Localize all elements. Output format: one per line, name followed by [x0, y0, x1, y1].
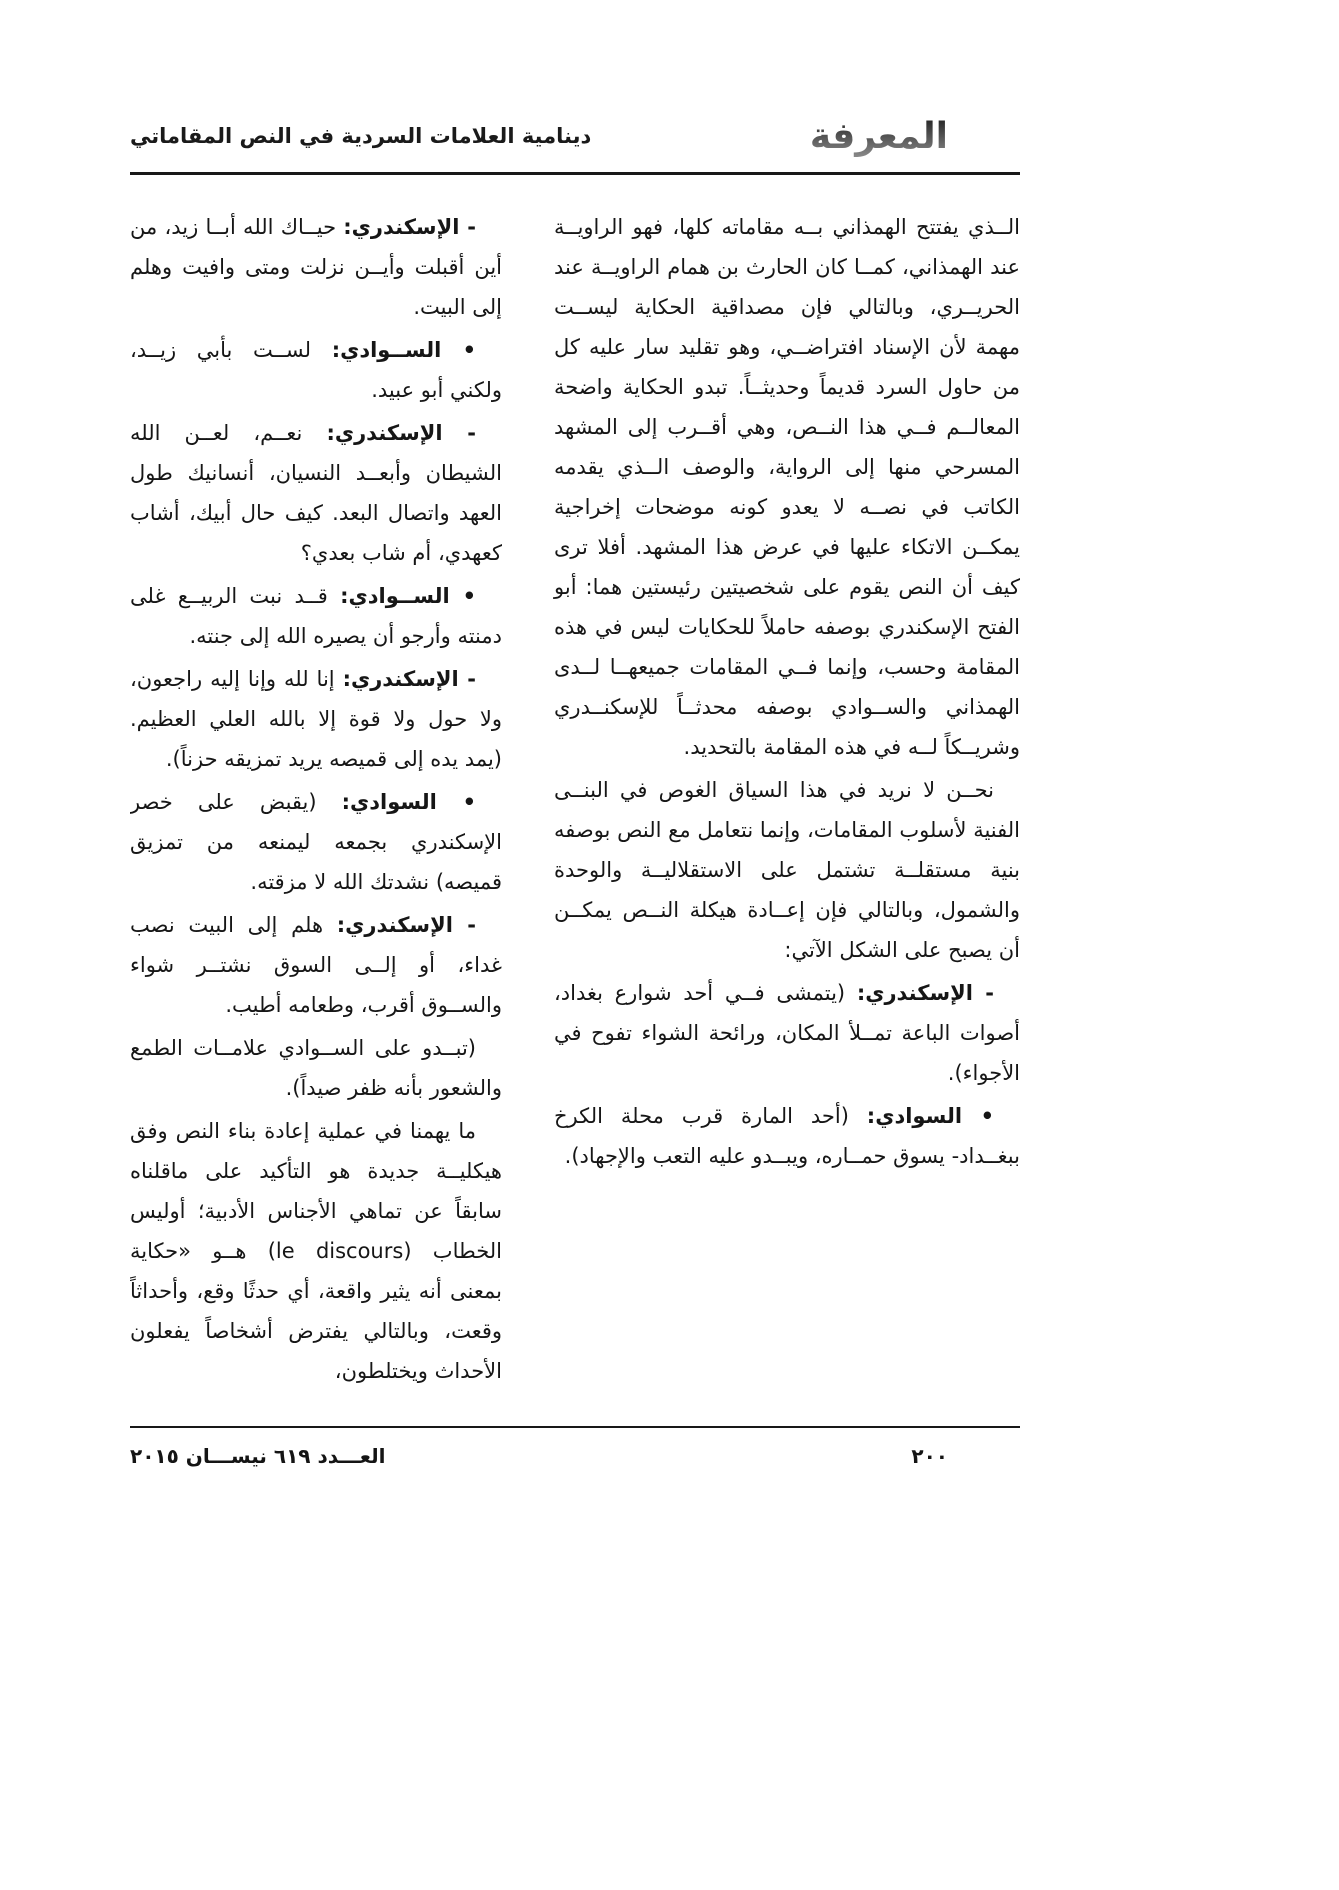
speaker-name: الإسكندري:	[342, 667, 459, 691]
dialogue-paragraph	[130, 905, 502, 1025]
speaker-name: السوادي:	[341, 790, 437, 814]
dialogue-marker: -	[442, 421, 476, 445]
paragraph-text: (تبــدو على الســوادي علامــات الطمع والشعور بأنه ظفر صيداً).	[130, 1036, 502, 1100]
body-paragraph	[130, 1111, 502, 1391]
article-title: دينامية العلامات السردية في النص المقاماتي	[130, 124, 592, 148]
paragraph-text: الــذي يفتتح الهمذاني بــه مقاماته كلها، فهو الراويــة عند الهمذاني، كمــا كان الحارث بن همام الراويــة عند الحريــري، وبالتالي فإن مصداقية الحكاية ليســت مهمة لأن الإسناد افتراضــي، وهو تقليد سار عليه كل من حاول السرد قديماً وحديثــاً. تبدو الحكاية واضحة المعالــم فــي هذا النــص، وهي أقــرب إلى المشهد المسرحي منها إلى الرواية، والوصف الــذي يقدمه الكاتب في نصــه لا يعدو كونه موضحات إخراجية يمكــن الاتكاء عليها في عرض هذا المشهد. أفلا ترى كيف أن النص يقوم على شخصيتين رئيستين هما: أبو الفتح الإسكندري بوصفه حاملاً للحكايات ليس في هذه المقامة وحسب، وإنما فــي المقامات جميعهــا لــدى الهمذاني والســوادي بوصفه محدثــاً للإسكنــدري وشريــكاً لــه في هذه المقامة بالتحديد.	[554, 215, 1020, 759]
dialogue-paragraph	[130, 576, 502, 656]
dialogue-paragraph	[554, 1096, 1020, 1176]
speaker-name: الإسكندري:	[343, 215, 460, 239]
issue-info: العـــدد ٦١٩ نيســـان ٢٠١٥	[130, 1444, 386, 1468]
column-left	[130, 207, 502, 1412]
paragraph-text: (أحد المارة قرب محلة الكرخ ببغــداد- يسوق حمــاره، ويبــدو عليه التعب والإجهاد).	[554, 1104, 1020, 1168]
dialogue-paragraph	[130, 659, 502, 779]
article-body	[130, 207, 1020, 1412]
paragraph-text: نحــن لا نريد في هذا السياق الغوص في البنــى الفنية لأسلوب المقامات، وإنما نتعامل مع النص بوصفه بنية مستقلــة تشتمل على الاستقلاليــة والوحدة والشمول، وبالتالي فإن إعــادة هيكلة النــص يمكــن أن يصبح على الشكل الآتي:	[554, 778, 1020, 962]
paragraph-text: حيــاك الله أبــا زيد، من أين أقبلت وأيــن نزلت ومتى وافيت وهلم إلى البيت.	[130, 215, 502, 319]
speaker-name: الإسكندري:	[326, 421, 443, 445]
speaker-name: الإسكندري:	[856, 981, 973, 1005]
page-footer	[130, 1426, 1020, 1468]
dialogue-marker: •	[441, 338, 476, 362]
paragraph-text: إنا لله وإنا إليه راجعون، ولا حول ولا قوة إلا بالله العلي العظيم. (يمد يده إلى قميصه يريد تمزيقه حزناً).	[130, 667, 502, 771]
paragraph-text: ما يهمنا في عملية إعادة بناء النص وفق هيكليــة جديدة هو التأكيد على ماقلناه سابقاً عن تماهي الأجناس الأدبية؛ أوليس الخطاب (le discours) هــو «حكاية بمعنى أنه يثير واقعة، أي حدثًا وقع، وأحداثاً وقعت، وبالتالي يفترض أشخاصاً يفعلون الأحداث ويختلطون،	[130, 1119, 502, 1383]
speaker-name: السوادي:	[866, 1104, 963, 1128]
dialogue-paragraph	[130, 207, 502, 327]
dialogue-paragraph	[130, 782, 502, 902]
paragraph-text: (يتمشى فــي أحد شوارع بغداد، أصوات الباعة تمــلأ المكان، ورائحة الشواء تفوح في الأجواء).	[554, 981, 1020, 1085]
speaker-name: الســوادي:	[331, 338, 442, 362]
dialogue-marker: -	[459, 215, 476, 239]
paragraph-text: نعــم، لعــن الله الشيطان وأبعــد النسيان، أنسانيك طول العهد واتصال البعد. كيف حال أبيك، أشاب كعهدي، أم شاب بعدي؟	[130, 421, 502, 565]
body-paragraph	[130, 1028, 502, 1108]
dialogue-marker: •	[449, 584, 476, 608]
magazine-logo: المعرفة	[809, 115, 948, 157]
paragraph-text: هلم إلى البيت نصب غداء، أو إلــى السوق نشتــر شواء والســوق أقرب، وطعامه أطيب.	[130, 913, 502, 1017]
page-number: ٢٠٠	[911, 1444, 948, 1468]
dialogue-marker: -	[452, 913, 476, 937]
paragraph-text: لســت بأبي زيــد، ولكني أبو عبيد.	[130, 338, 502, 402]
dialogue-paragraph	[130, 330, 502, 410]
dialogue-marker: -	[458, 667, 476, 691]
dialogue-marker: •	[436, 790, 476, 814]
body-paragraph	[554, 770, 1020, 970]
speaker-name: الســوادي:	[340, 584, 450, 608]
column-right	[554, 207, 1020, 1412]
dialogue-paragraph	[130, 413, 502, 573]
page-header	[130, 112, 1020, 160]
dialogue-marker: •	[962, 1104, 994, 1128]
dialogue-paragraph	[554, 973, 1020, 1093]
dialogue-marker: -	[972, 981, 994, 1005]
paragraph-text: (يقبض على خصر الإسكندري بجمعه ليمنعه من تمزيق قميصه) نشدتك الله لا مزقته.	[130, 790, 502, 894]
footer-row	[130, 1428, 1020, 1468]
header-divider	[130, 172, 1020, 175]
body-paragraph	[554, 207, 1020, 767]
paragraph-text: قــد نبت الربيــع غلى دمنته وأرجو أن يصيره الله إلى جنته.	[130, 584, 502, 648]
speaker-name: الإسكندري:	[336, 913, 453, 937]
